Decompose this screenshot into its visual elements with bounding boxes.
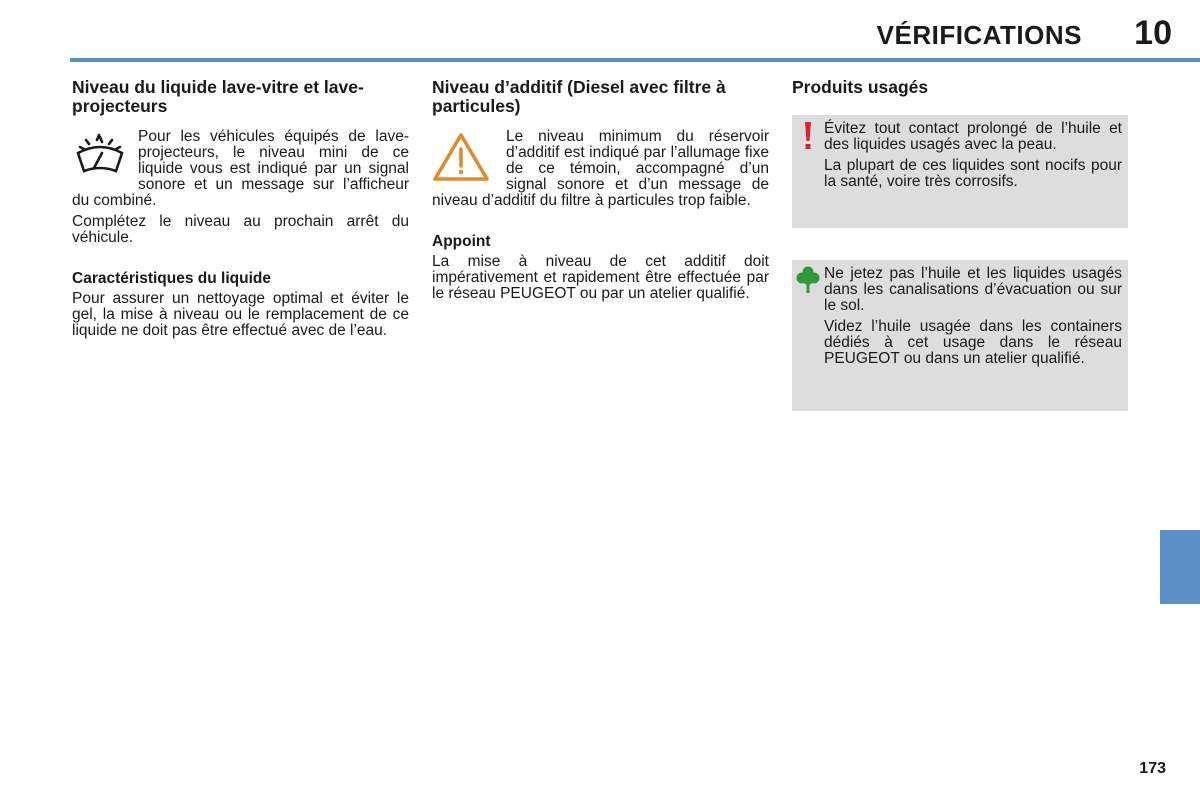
page-number: 173 (1139, 760, 1166, 777)
exclamation-icon (796, 119, 820, 158)
windscreen-washer-warning-icon (72, 131, 128, 186)
header-rule (70, 58, 1200, 62)
disposal-paragraph-1: Ne jetez pas l’huile et les liquides usagés dans les canalisations d’évacuation ou sur le sol. (824, 265, 1122, 314)
top-up-subheading: Appoint (432, 233, 491, 250)
top-up-paragraph: La mise à niveau de cet additif doit impérativement et rapidement être effectuée par le réseau PEUGEOT ou par un atelier qualifié. (432, 253, 769, 302)
additive-level-intro (432, 129, 769, 209)
warning-triangle-icon (432, 131, 490, 188)
chapter-title: VÉRIFICATIONS (876, 20, 1082, 50)
used-products-section (792, 78, 1128, 97)
used-products-heading: Produits usagés (792, 77, 929, 97)
skin-contact-paragraph-2: La plupart de ces liquides sont nocifs pour la santé, voire très corrosifs. (824, 157, 1122, 190)
chapter-side-tab (1160, 530, 1200, 604)
washer-fluid-paragraph-1: Pour les véhicules équipés de lave-projecteurs, le niveau mini de ce liquide vous est indiqué par un signal sonore et un message sur l’afficheur du combiné. (72, 128, 409, 209)
environment-tree-icon (796, 266, 820, 299)
washer-fluid-section (72, 78, 409, 339)
disposal-paragraph-2: Videz l’huile usagée dans les containers dédiés à cet usage dans le réseau PEUGEOT ou dans un atelier qualifié. (824, 318, 1122, 367)
washer-fluid-heading: Niveau du liquide lave-vitre et lave-projecteurs (72, 77, 364, 116)
fluid-characteristics-paragraph: Pour assurer un nettoyage optimal et éviter le gel, la mise à niveau ou le remplacement de ce liquide ne doit pas être effectué avec de l’eau. (72, 290, 409, 339)
additive-level-section (432, 78, 769, 302)
chapter-number: 10 (1134, 14, 1172, 52)
skin-contact-warning-box (792, 115, 1128, 228)
skin-contact-paragraph-1: Évitez tout contact prolongé de l’huile et des liquides usagés avec la peau. (824, 120, 1122, 153)
additive-level-paragraph: Le niveau minimum du réservoir d’additif est indiqué par l’allumage fixe de ce témoin, accompagné d’un signal sonore et d’un message de niveau d’additif du filtre à particules trop faible. (432, 128, 769, 209)
disposal-advice-box (792, 260, 1128, 411)
washer-fluid-intro (72, 129, 409, 209)
additive-level-heading: Niveau d’additif (Diesel avec filtre à particules) (432, 77, 726, 116)
washer-fluid-paragraph-2: Complétez le niveau au prochain arrêt du véhicule. (72, 213, 409, 246)
fluid-characteristics-subheading: Caractéristiques du liquide (72, 270, 271, 287)
